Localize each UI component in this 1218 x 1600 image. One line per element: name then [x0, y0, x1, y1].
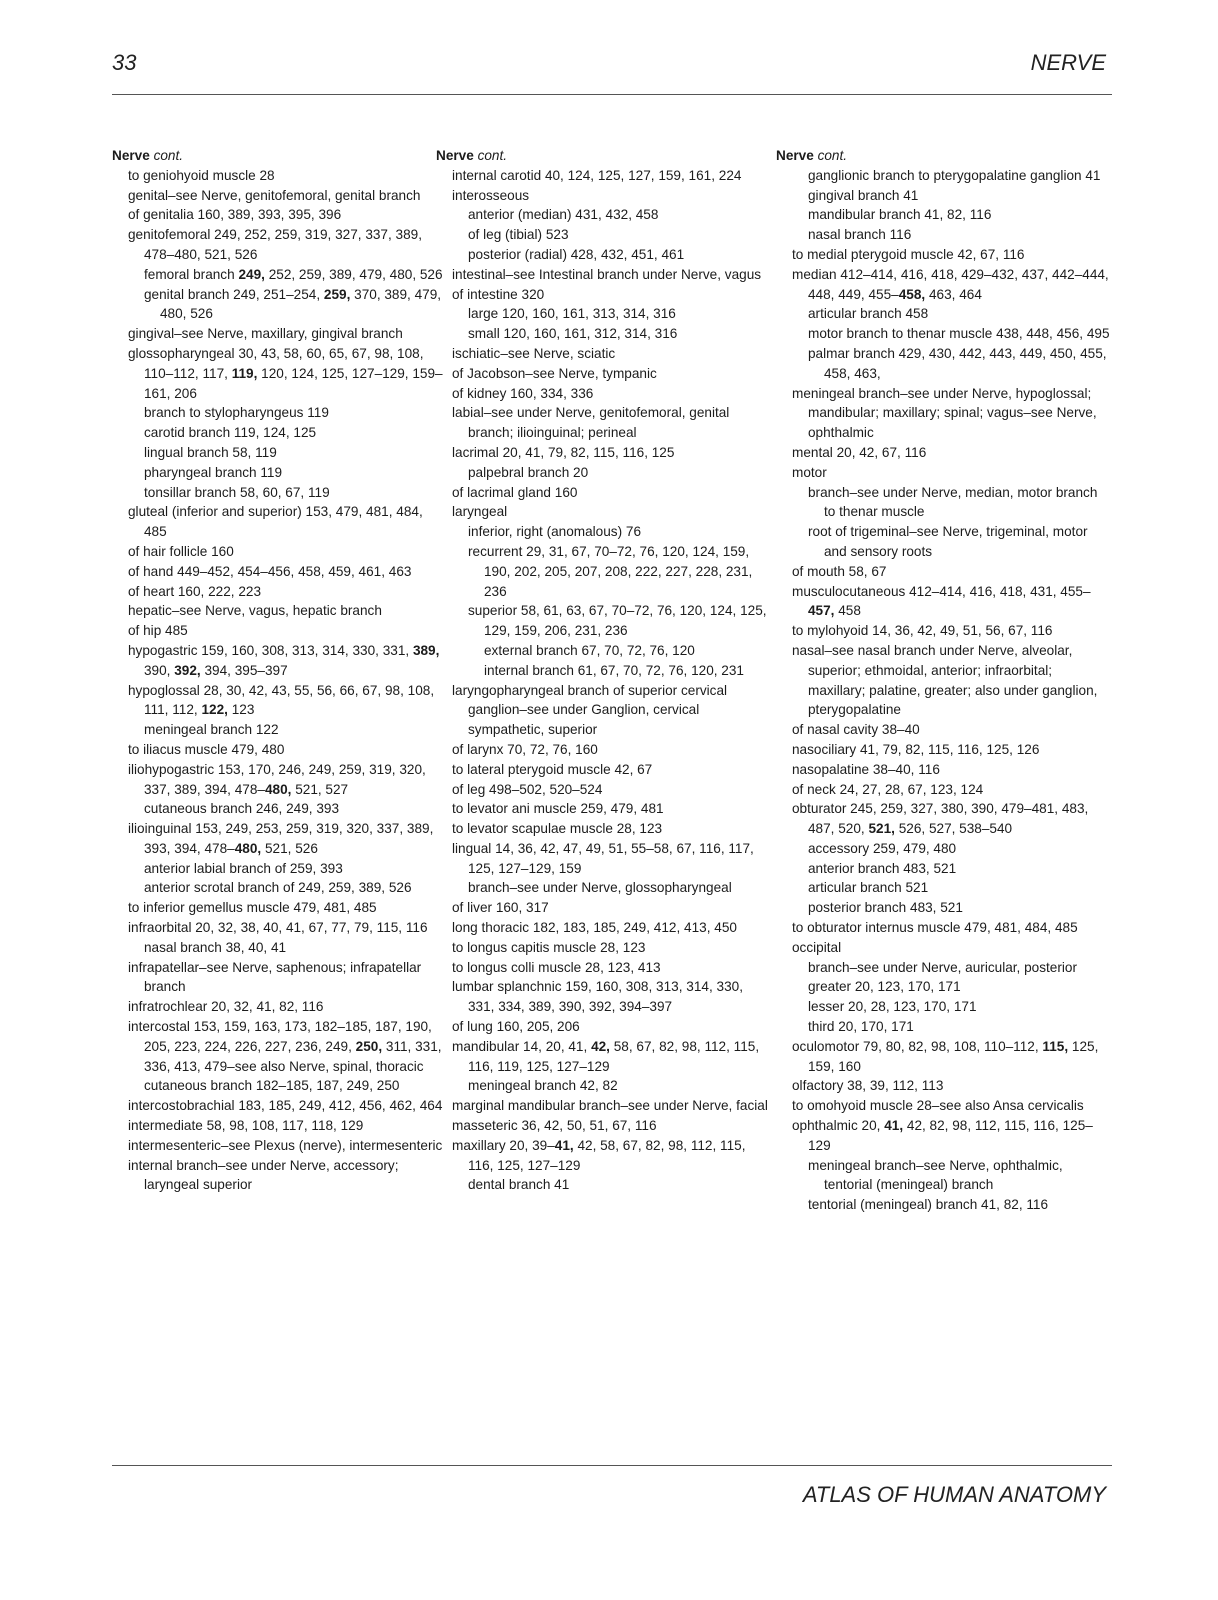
index-column-1	[112, 146, 448, 1195]
entry-text: median 412–414, 416, 418, 429–432, 437, 442–444, 448, 449, 455–	[792, 266, 1113, 302]
continued-label: cont.	[477, 148, 508, 163]
index-entry	[792, 1096, 1112, 1116]
entry-text: of intestine 320	[452, 286, 545, 302]
index-entry	[128, 225, 448, 265]
entry-text: to levator scapulae muscle 28, 123	[452, 821, 663, 837]
index-entry	[128, 403, 448, 423]
entry-text: meningeal branch–see Nerve, ophthalmic, tentorial (meningeal) branch	[808, 1157, 1067, 1193]
entry-text: branch to stylopharyngeus 119	[144, 405, 329, 421]
principal-page-ref: 389,	[412, 642, 440, 658]
continued-label: cont.	[817, 148, 848, 163]
entry-text: of nasal cavity 38–40	[792, 722, 920, 738]
entry-text: lumbar splanchnic 159, 160, 308, 313, 314, 330, 331, 334, 389, 390, 392, 394–397	[452, 979, 747, 1015]
principal-page-ref: 115,	[1042, 1038, 1069, 1054]
index-entry	[452, 285, 772, 305]
entry-text: interosseous	[452, 187, 530, 203]
index-entry	[128, 265, 448, 285]
entry-text: infratrochlear 20, 32, 41, 82, 116	[128, 999, 324, 1015]
entry-text: 123	[227, 702, 255, 718]
headword: Nerve	[776, 148, 814, 163]
index-entry	[452, 938, 772, 958]
entry-text: third 20, 170, 171	[808, 1019, 914, 1035]
index-entry	[452, 601, 772, 641]
entry-text: tentorial (meningeal) branch 41, 82, 116	[808, 1197, 1049, 1213]
index-entry	[128, 1096, 448, 1116]
index-entry	[452, 225, 772, 245]
entry-text: intestinal–see Intestinal branch under Nerve, vagus	[452, 266, 762, 282]
index-entry	[452, 898, 772, 918]
entry-text: of hip 485	[128, 623, 188, 639]
principal-page-ref: 458,	[898, 286, 926, 302]
index-entry	[792, 483, 1112, 523]
index-entry	[792, 997, 1112, 1017]
index-entry	[452, 344, 772, 364]
index-entry	[128, 1116, 448, 1136]
principal-page-ref: 249,	[238, 266, 265, 282]
entry-text: anterior scrotal branch of 249, 259, 389, 526	[144, 880, 412, 896]
index-entry	[128, 423, 448, 443]
entry-text: external branch 67, 70, 72, 76, 120	[484, 642, 695, 658]
column-heading	[112, 146, 448, 166]
index-entry	[128, 641, 448, 681]
index-entry	[128, 186, 448, 206]
index-entry	[128, 1156, 448, 1196]
entry-text: of lung 160, 205, 206	[452, 1019, 580, 1035]
entry-text: dental branch 41	[468, 1177, 570, 1193]
index-entry	[452, 799, 772, 819]
entry-text: 125, 159, 160	[808, 1038, 1103, 1074]
index-entry	[128, 918, 448, 938]
entry-text: lacrimal 20, 41, 79, 82, 115, 116, 125	[452, 444, 675, 460]
entry-text: lingual branch 58, 119	[144, 444, 277, 460]
index-entry	[792, 938, 1112, 958]
entry-text: branch–see under Nerve, auricular, posterior	[808, 959, 1078, 975]
index-entry	[792, 1116, 1112, 1156]
entry-text: pharyngeal branch 119	[144, 464, 283, 480]
entry-text: hypogastric 159, 160, 308, 313, 314, 330, 331,	[128, 642, 413, 658]
entry-text: of Jacobson–see Nerve, tympanic	[452, 365, 657, 381]
index-entry	[128, 344, 448, 403]
entry-text: nasal–see nasal branch under Nerve, alveolar, superior; ethmoidal, anterior; infraorbital; maxillary; palatine, greater; also under ganglion, pterygopalatine	[792, 642, 1102, 718]
index-entry	[452, 1076, 772, 1096]
index-entry	[792, 443, 1112, 463]
entry-text: of mouth 58, 67	[792, 563, 887, 579]
index-entry	[792, 878, 1112, 898]
entry-text: hypoglossal 28, 30, 42, 43, 55, 56, 66, 67, 98, 108, 111, 112,	[128, 682, 438, 718]
index-entry	[792, 1195, 1112, 1215]
entry-text: ischiatic–see Nerve, sciatic	[452, 345, 616, 361]
index-entry	[452, 780, 772, 800]
entry-text: musculocutaneous 412–414, 416, 418, 431, 455–	[792, 583, 1091, 599]
index-entry	[128, 878, 448, 898]
entry-text: gluteal (inferior and superior) 153, 479, 481, 484, 485	[128, 504, 427, 540]
index-entry	[452, 403, 772, 443]
entry-text: anterior (median) 431, 432, 458	[468, 207, 659, 223]
entry-text: masseteric 36, 42, 50, 51, 67, 116	[452, 1118, 657, 1134]
entry-text: genital branch 249, 251–254,	[144, 286, 324, 302]
index-entry	[452, 1037, 772, 1077]
index-entry	[792, 977, 1112, 997]
entry-text: marginal mandibular branch–see under Nerve, facial	[452, 1098, 768, 1114]
entry-text: to medial pterygoid muscle 42, 67, 116	[792, 246, 1025, 262]
index-entry	[452, 661, 772, 681]
entry-text: to geniohyoid muscle 28	[128, 167, 275, 183]
entry-text: branch–see under Nerve, median, motor branch to thenar muscle	[808, 484, 1102, 520]
index-entry	[452, 740, 772, 760]
index-entry	[452, 839, 772, 879]
index-entry	[792, 344, 1112, 384]
index-entry	[792, 186, 1112, 206]
entry-text: 394, 395–397	[200, 662, 288, 678]
index-entry	[452, 681, 772, 740]
entry-text: femoral branch	[144, 266, 239, 282]
index-entry	[452, 522, 772, 542]
index-entry	[128, 601, 448, 621]
index-entry	[452, 958, 772, 978]
entry-text: of leg (tibial) 523	[468, 227, 569, 243]
entry-text: accessory 259, 479, 480	[808, 840, 957, 856]
entry-text: internal branch 61, 67, 70, 72, 76, 120, 231	[484, 662, 744, 678]
index-entry	[792, 898, 1112, 918]
entry-text: small 120, 160, 161, 312, 314, 316	[468, 326, 678, 342]
index-entry	[452, 166, 772, 186]
index-entry	[452, 502, 772, 522]
entry-text: of liver 160, 317	[452, 900, 549, 916]
index-entry	[128, 799, 448, 819]
index-entry	[792, 265, 1112, 305]
entry-text: ophthalmic 20,	[792, 1118, 885, 1134]
entry-text: iliohypogastric 153, 170, 246, 249, 259, 319, 320, 337, 389, 394, 478–	[128, 761, 430, 797]
entry-text: to longus capitis muscle 28, 123	[452, 939, 646, 955]
entry-text: of hair follicle 160	[128, 543, 234, 559]
entry-text: of hand 449–452, 454–456, 458, 459, 461, 463	[128, 563, 412, 579]
entry-text: nasal branch 116	[808, 227, 912, 243]
entry-text: laryngeal	[452, 504, 508, 520]
entry-text: large 120, 160, 161, 313, 314, 316	[468, 306, 676, 322]
index-entry	[128, 443, 448, 463]
entry-text: of heart 160, 222, 223	[128, 583, 262, 599]
entry-text: 526, 527, 538–540	[894, 821, 1013, 837]
entry-text: recurrent 29, 31, 67, 70–72, 76, 120, 124, 159, 190, 202, 205, 207, 208, 222, 227, 228, 231, 236	[468, 543, 757, 599]
entry-text: of genitalia 160, 389, 393, 395, 396	[128, 207, 342, 223]
entry-text: infrapatellar–see Nerve, saphenous; infrapatellar branch	[128, 959, 425, 995]
index-entry	[792, 1076, 1112, 1096]
headword: Nerve	[112, 148, 150, 163]
index-entry	[792, 324, 1112, 344]
entry-text: 120, 124, 125, 127–129, 159–161, 206	[144, 365, 443, 401]
index-entry	[452, 1116, 772, 1136]
entry-text: lesser 20, 28, 123, 170, 171	[808, 999, 977, 1015]
entry-text: anterior labial branch of 259, 393	[144, 860, 343, 876]
entry-text: to inferior gemellus muscle 479, 481, 485	[128, 900, 377, 916]
entry-text: of neck 24, 27, 28, 67, 123, 124	[792, 781, 984, 797]
index-entry	[452, 483, 772, 503]
principal-page-ref: 122,	[201, 702, 228, 718]
index-entry	[128, 681, 448, 721]
index-column-2	[436, 146, 772, 1195]
entry-text: mandibular branch 41, 82, 116	[808, 207, 992, 223]
principal-page-ref: 480,	[264, 781, 292, 797]
principal-page-ref: 119,	[231, 365, 258, 381]
entry-text: superior 58, 61, 63, 67, 70–72, 76, 120, 124, 125, 129, 159, 206, 231, 236	[468, 603, 771, 639]
running-head: NERVE	[1030, 50, 1106, 75]
principal-page-ref: 42,	[591, 1038, 610, 1054]
index-entry	[128, 938, 448, 958]
principal-page-ref: 259,	[323, 286, 351, 302]
index-entry	[128, 463, 448, 483]
index-entry	[792, 384, 1112, 443]
entry-text: to longus colli muscle 28, 123, 413	[452, 959, 661, 975]
principal-page-ref: 392,	[174, 662, 201, 678]
entry-text: anterior branch 483, 521	[808, 860, 957, 876]
entry-text: nasociliary 41, 79, 82, 115, 116, 125, 126	[792, 741, 1040, 757]
index-entry	[452, 819, 772, 839]
entry-text: internal carotid 40, 124, 125, 127, 159, 161, 224	[452, 167, 742, 183]
entry-text: 370, 389, 479, 480, 526	[160, 286, 445, 322]
entry-text: internal branch–see under Nerve, accessory; laryngeal superior	[128, 1157, 403, 1193]
entry-text: of kidney 160, 334, 336	[452, 385, 594, 401]
index-entry	[792, 1017, 1112, 1037]
entry-text: 42, 82, 98, 112, 115, 116, 125–129	[808, 1118, 1093, 1153]
index-entry	[452, 265, 772, 285]
headword: Nerve	[436, 148, 474, 163]
index-entry	[452, 205, 772, 225]
entry-text: ganglionic branch to pterygopalatine ganglion 41	[808, 167, 1101, 183]
entry-text: gingival branch 41	[808, 187, 919, 203]
entry-text: of larynx 70, 72, 76, 160	[452, 741, 598, 757]
index-entry	[452, 443, 772, 463]
entry-text: lingual 14, 36, 42, 47, 49, 51, 55–58, 67, 116, 117, 125, 127–129, 159	[452, 840, 758, 876]
entry-text: infraorbital 20, 32, 38, 40, 41, 67, 77, 79, 115, 116	[128, 920, 428, 936]
index-entry	[792, 522, 1112, 562]
column-heading	[776, 146, 1112, 166]
entry-text: mental 20, 42, 67, 116	[792, 444, 927, 460]
entry-text: to obturator internus muscle 479, 481, 484, 485	[792, 920, 1078, 936]
index-entry	[792, 1037, 1112, 1077]
footer-title: ATLAS OF HUMAN ANATOMY	[802, 1482, 1106, 1507]
entry-text: root of trigeminal–see Nerve, trigeminal, motor and sensory roots	[808, 524, 1092, 559]
index-entry	[128, 483, 448, 503]
index-entry	[128, 958, 448, 998]
principal-page-ref: 521,	[868, 821, 895, 837]
index-entry	[452, 760, 772, 780]
index-entry	[792, 621, 1112, 641]
index-entry	[128, 1136, 448, 1156]
index-entry	[792, 799, 1112, 839]
column-heading	[436, 146, 772, 166]
index-entry	[792, 859, 1112, 879]
entry-text: of leg 498–502, 520–524	[452, 781, 603, 797]
index-entry	[792, 582, 1112, 622]
entry-text: nasopalatine 38–40, 116	[792, 761, 940, 777]
entry-text: laryngopharyngeal branch of superior cervical ganglion–see under Ganglion, cervical sympathetic, superior	[452, 682, 731, 738]
entry-text: meningeal branch 122	[144, 722, 279, 738]
entry-text: tonsillar branch 58, 60, 67, 119	[144, 484, 330, 500]
entry-text: glossopharyngeal 30, 43, 58, 60, 65, 67, 98, 108, 110–112, 117,	[128, 345, 428, 381]
entry-text: 458	[834, 603, 861, 619]
entry-text: cutaneous branch 182–185, 187, 249, 250	[144, 1078, 400, 1094]
index-entry	[452, 1096, 772, 1116]
index-entry	[128, 166, 448, 186]
entry-text: meningeal branch 42, 82	[468, 1078, 618, 1094]
index-entry	[128, 740, 448, 760]
principal-page-ref: 41,	[884, 1118, 904, 1134]
index-entry	[792, 166, 1112, 186]
entry-text: 521, 526	[261, 840, 318, 856]
entry-text: posterior branch 483, 521	[808, 900, 963, 916]
index-entry	[128, 205, 448, 225]
index-entry	[452, 384, 772, 404]
entry-text: intermesenteric–see Plexus (nerve), intermesenteric	[128, 1137, 443, 1153]
entry-text: to omohyoid muscle 28–see also Ansa cervicalis	[792, 1098, 1084, 1114]
entry-text: maxillary 20, 39–	[452, 1137, 555, 1153]
entry-text: obturator 245, 259, 327, 380, 390, 479–481, 483, 487, 520,	[792, 801, 1093, 837]
footer-rule	[112, 1465, 1112, 1466]
entry-text: palmar branch 429, 430, 442, 443, 449, 450, 455, 458, 463,	[808, 345, 1111, 381]
index-entry	[792, 760, 1112, 780]
index-entry	[128, 859, 448, 879]
entry-text: genitofemoral 249, 252, 259, 319, 327, 337, 389, 478–480, 521, 526	[128, 227, 426, 262]
entry-text: olfactory 38, 39, 112, 113	[792, 1078, 944, 1094]
continued-label: cont.	[153, 148, 184, 163]
entry-text: intercostobrachial 183, 185, 249, 412, 456, 462, 464	[128, 1098, 443, 1114]
entry-text: 252, 259, 389, 479, 480, 526	[264, 266, 443, 282]
entry-text: motor	[792, 464, 827, 480]
index-entry	[128, 621, 448, 641]
index-entry	[128, 720, 448, 740]
entry-text: cutaneous branch 246, 249, 393	[144, 801, 339, 817]
entry-text: posterior (radial) 428, 432, 451, 461	[468, 246, 685, 262]
index-entry	[128, 542, 448, 562]
index-entry	[128, 1017, 448, 1076]
entry-text: of lacrimal gland 160	[452, 484, 578, 500]
index-entry	[452, 1175, 772, 1195]
index-entry	[128, 1076, 448, 1096]
index-entry	[792, 641, 1112, 720]
entry-text: palpebral branch 20	[468, 464, 589, 480]
index-entry	[452, 918, 772, 938]
entry-text: mandibular 14, 20, 41,	[452, 1038, 592, 1054]
index-entry	[792, 562, 1112, 582]
entry-text: meningeal branch–see under Nerve, hypoglossal; mandibular; maxillary; spinal; vagus–see Nerve, ophthalmic	[792, 385, 1101, 441]
index-entry	[452, 1017, 772, 1037]
entry-text: occipital	[792, 939, 842, 955]
index-entry	[128, 819, 448, 859]
entry-text: 42, 58, 67, 82, 98, 112, 115, 116, 125, 127–129	[468, 1137, 750, 1173]
index-entry	[452, 1136, 772, 1176]
index-entry	[128, 898, 448, 918]
index-entry	[128, 285, 448, 325]
index-column-3	[776, 146, 1113, 1215]
principal-page-ref: 480,	[234, 840, 262, 856]
index-entry	[792, 958, 1112, 978]
index-entry	[792, 720, 1112, 740]
index-entry	[792, 304, 1112, 324]
index-entry	[792, 1156, 1112, 1196]
index-entry	[792, 740, 1112, 760]
entry-text: motor branch to thenar muscle 438, 448, 456, 495	[808, 326, 1110, 342]
index-entry	[792, 463, 1112, 483]
entry-text: 390,	[144, 642, 444, 678]
entry-text: articular branch 521	[808, 880, 929, 896]
page-number: 33	[112, 50, 137, 75]
entry-text: hepatic–see Nerve, vagus, hepatic branch	[128, 603, 382, 619]
entry-text: to iliacus muscle 479, 480	[128, 741, 285, 757]
index-entry	[452, 304, 772, 324]
entry-text: intercostal 153, 159, 163, 173, 182–185, 187, 190, 205, 223, 224, 226, 227, 236, 249,	[128, 1019, 436, 1054]
index-entry	[128, 502, 448, 542]
index-entry	[792, 205, 1112, 225]
entry-text: to mylohyoid 14, 36, 42, 49, 51, 56, 67, 116	[792, 623, 1053, 639]
index-entry	[452, 542, 772, 601]
entry-text: 463, 464	[925, 286, 982, 302]
index-entry	[452, 364, 772, 384]
index-entry	[792, 839, 1112, 859]
index-entry	[128, 582, 448, 602]
index-entry	[452, 463, 772, 483]
entry-text: gingival–see Nerve, maxillary, gingival branch	[128, 326, 403, 342]
index-entry	[128, 562, 448, 582]
index-entry	[452, 186, 772, 206]
index-entry	[452, 977, 772, 1017]
entry-text: oculomotor 79, 80, 82, 98, 108, 110–112,	[792, 1038, 1043, 1054]
entry-text: 58, 67, 82, 98, 112, 115, 116, 119, 125, 127–129	[468, 1038, 763, 1074]
entry-text: labial–see under Nerve, genitofemoral, genital branch; ilioinguinal; perineal	[452, 405, 734, 441]
entry-text: greater 20, 123, 170, 171	[808, 979, 961, 995]
entry-text: inferior, right (anomalous) 76	[468, 524, 642, 540]
header-rule	[112, 94, 1112, 95]
entry-text: long thoracic 182, 183, 185, 249, 412, 413, 450	[452, 920, 737, 936]
index-entry	[792, 780, 1112, 800]
index-entry	[452, 641, 772, 661]
entry-text: nasal branch 38, 40, 41	[144, 939, 287, 955]
entry-text: ilioinguinal 153, 249, 253, 259, 319, 320, 337, 389, 393, 394, 478–	[128, 821, 438, 856]
principal-page-ref: 41,	[554, 1137, 574, 1153]
entry-text: to levator ani muscle 259, 479, 481	[452, 801, 664, 817]
index-entry	[128, 760, 448, 800]
entry-text: 521, 527	[291, 781, 349, 797]
principal-page-ref: 457,	[808, 603, 835, 619]
entry-text: intermediate 58, 98, 108, 117, 118, 129	[128, 1118, 364, 1134]
index-entry	[452, 245, 772, 265]
index-entry	[128, 997, 448, 1017]
index-entry	[792, 918, 1112, 938]
principal-page-ref: 250,	[355, 1038, 383, 1054]
index-entry	[792, 225, 1112, 245]
entry-text: 311, 331, 336, 413, 479–see also Nerve, spinal, thoracic	[144, 1038, 446, 1074]
entry-text: articular branch 458	[808, 306, 929, 322]
entry-text: carotid branch 119, 124, 125	[144, 425, 317, 441]
entry-text: genital–see Nerve, genitofemoral, genital branch	[128, 187, 421, 203]
entry-text: to lateral pterygoid muscle 42, 67	[452, 761, 653, 777]
index-entry	[128, 324, 448, 344]
entry-text: branch–see under Nerve, glossopharyngeal	[468, 880, 732, 896]
index-entry	[452, 324, 772, 344]
index-entry	[452, 878, 772, 898]
index-entry	[792, 245, 1112, 265]
